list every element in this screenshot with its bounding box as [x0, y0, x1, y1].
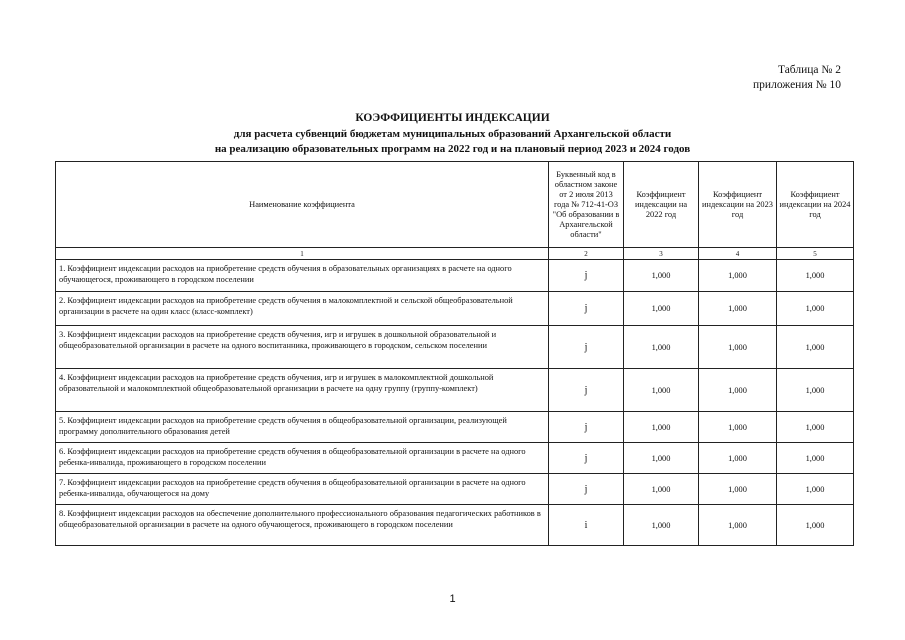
value-2023: 1,000 — [699, 412, 777, 443]
coefficients-table — [55, 161, 854, 546]
coefficient-name: 6. Коэффициент индексации расходов на приобретение средств обучения в общеобразовательной организации в расчете на одного ребенка-инвалида, проживающего в городском поселении — [56, 443, 549, 474]
page-number: 1 — [449, 593, 456, 605]
title-sub-2: на реализацию образовательных программ на 2022 год и на плановый период 2023 и 2024 годов — [214, 143, 691, 155]
value-2023: 1,000 — [699, 443, 777, 474]
column-number: 2 — [549, 248, 624, 260]
letter-code: j — [549, 292, 624, 326]
column-number: 5 — [777, 248, 854, 260]
value-2024: 1,000 — [777, 474, 854, 505]
value-2022: 1,000 — [624, 505, 699, 546]
column-number: 4 — [699, 248, 777, 260]
table-row — [56, 505, 854, 546]
table-header — [56, 162, 854, 260]
value-2023: 1,000 — [699, 369, 777, 412]
header-letter-code: Буквенный код в областном законе от 2 июля 2013 года № 712-41-ОЗ "Об образовании в Архангельской области" — [549, 162, 624, 248]
value-2022: 1,000 — [624, 292, 699, 326]
letter-code: j — [549, 326, 624, 369]
table-row — [56, 292, 854, 326]
letter-code: j — [549, 369, 624, 412]
coefficient-name: 3. Коэффициент индексации расходов на приобретение средств обучения, игр и игрушек в дошкольной образовательной и общеобразовательной организации в расчете на одного воспитанника, проживающего в городском, сельском поселении — [56, 326, 549, 369]
value-2024: 1,000 — [777, 292, 854, 326]
column-number-row — [56, 248, 854, 260]
coefficient-name: 7. Коэффициент индексации расходов на приобретение средств обучения в общеобразовательной организации в расчете на одного ребенка-инвалида, обучающегося на дому — [56, 474, 549, 505]
value-2022: 1,000 — [624, 369, 699, 412]
column-number: 3 — [624, 248, 699, 260]
table-row — [56, 443, 854, 474]
table-row — [56, 474, 854, 505]
value-2022: 1,000 — [624, 260, 699, 292]
value-2023: 1,000 — [699, 292, 777, 326]
table-row — [56, 326, 854, 369]
table-row — [56, 412, 854, 443]
value-2024: 1,000 — [777, 326, 854, 369]
value-2023: 1,000 — [699, 505, 777, 546]
value-2024: 1,000 — [777, 369, 854, 412]
header-coefficient-name: Наименование коэффициента — [56, 162, 549, 248]
value-2023: 1,000 — [699, 474, 777, 505]
letter-code: i — [549, 505, 624, 546]
header-2023: Коэффициент индексации на 2023 год — [699, 162, 777, 248]
title-main: КОЭФФИЦИЕНТЫ ИНДЕКСАЦИИ — [355, 112, 550, 124]
title-sub-1: для расчета субвенций бюджетам муниципальных образований Архангельской области — [233, 128, 672, 140]
value-2023: 1,000 — [699, 260, 777, 292]
table-body — [56, 260, 854, 546]
table-row — [56, 369, 854, 412]
value-2022: 1,000 — [624, 326, 699, 369]
document-title — [0, 111, 905, 157]
table-number: Таблица № 2 — [777, 64, 841, 76]
value-2022: 1,000 — [624, 474, 699, 505]
column-number: 1 — [56, 248, 549, 260]
value-2023: 1,000 — [699, 326, 777, 369]
value-2024: 1,000 — [777, 260, 854, 292]
header-2024: Коэффициент индексации на 2024 год — [777, 162, 854, 248]
value-2024: 1,000 — [777, 412, 854, 443]
coefficient-name: 2. Коэффициент индексации расходов на приобретение средств обучения в малокомплектной и сельской общеобразовательной организации в расчете на один класс (класс-комплект) — [56, 292, 549, 326]
coefficient-name: 1. Коэффициент индексации расходов на приобретение средств обучения в образовательных организациях в расчете на одного обучающегося, проживающего в городском поселении — [56, 260, 549, 292]
value-2024: 1,000 — [777, 505, 854, 546]
letter-code: j — [549, 412, 624, 443]
value-2024: 1,000 — [777, 443, 854, 474]
letter-code: j — [549, 474, 624, 505]
coefficient-name: 4. Коэффициент индексации расходов на приобретение средств обучения, игр и игрушек в малокомплектной дошкольной образовательной и малокомплектной общеобразовательной организации в расчете на одну группу (группу-комплект) — [56, 369, 549, 412]
table-reference — [753, 63, 841, 93]
value-2022: 1,000 — [624, 443, 699, 474]
table-row — [56, 260, 854, 292]
letter-code: j — [549, 443, 624, 474]
coefficient-name: 5. Коэффициент индексации расходов на приобретение средств обучения в общеобразовательной организации, реализующей программу дополнительного образования детей — [56, 412, 549, 443]
value-2022: 1,000 — [624, 412, 699, 443]
header-2022: Коэффициент индексации на 2022 год — [624, 162, 699, 248]
appendix-number: приложения № 10 — [753, 79, 841, 91]
coefficient-name: 8. Коэффициент индексации расходов на обеспечение дополнительного профессионального образования педагогических работников в общеобразовательной организации в расчете на одного обучающегося, проживающего в городском поселении — [56, 505, 549, 546]
letter-code: j — [549, 260, 624, 292]
